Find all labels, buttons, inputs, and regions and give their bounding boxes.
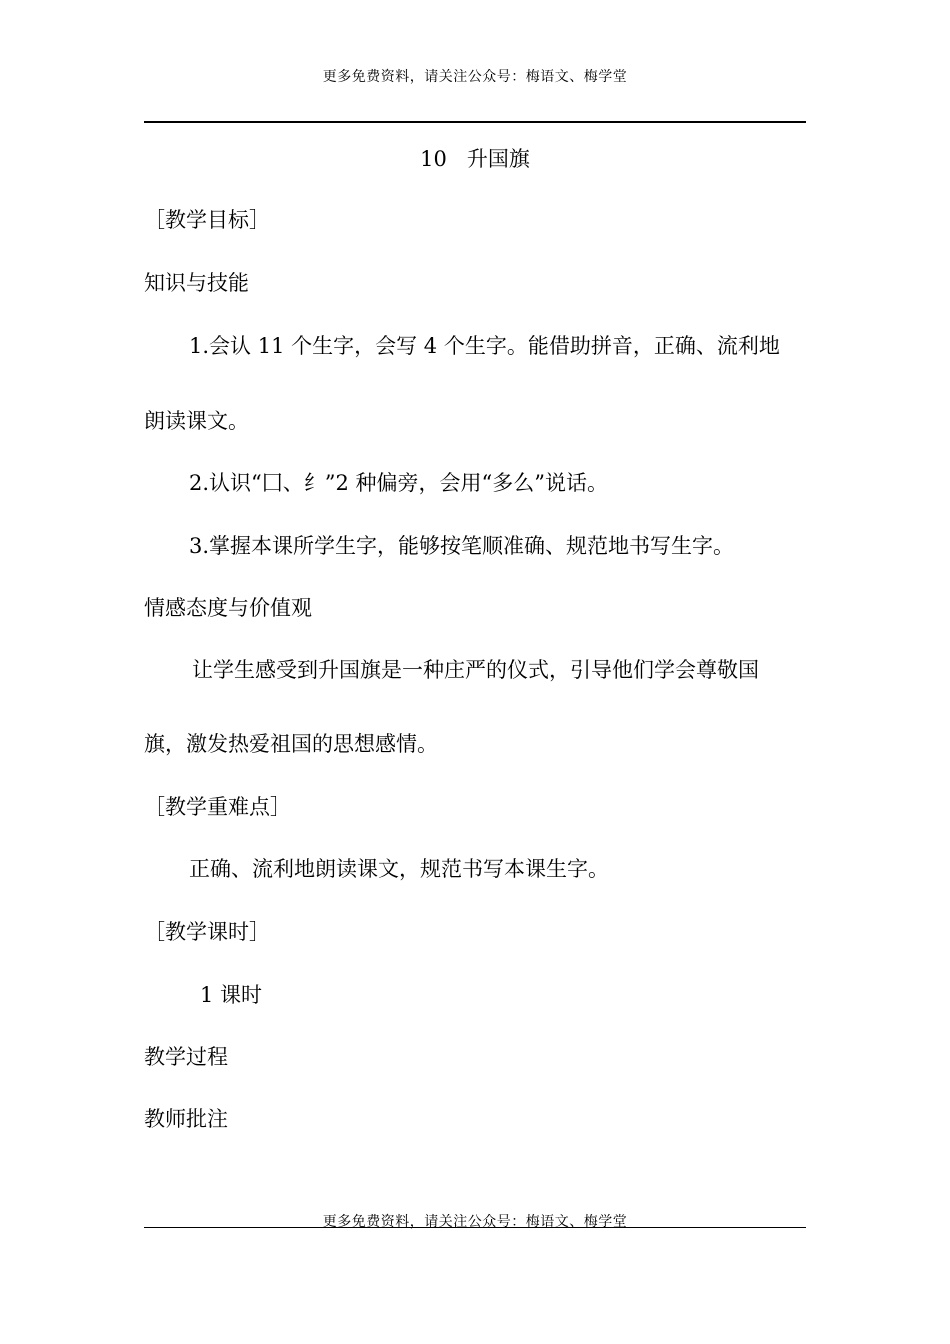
emotion-text-line-1: 让学生感受到升国旗是一种庄严的仪式，引导他们学会尊敬国 [192, 658, 759, 682]
emotion-text-line-2: 旗，激发热爱祖国的思想感情。 [144, 732, 438, 756]
class-periods-text: 1 课时 [200, 983, 263, 1007]
page-header: 更多免费资料，请关注公众号：梅语文、梅学堂 [322, 69, 628, 85]
teacher-notes-heading: 教师批注 [144, 1107, 228, 1131]
objective-item-1-line-2: 朗读课文。 [144, 409, 249, 433]
knowledge-skills-heading: 知识与技能 [144, 271, 249, 295]
lesson-title [0, 146, 950, 172]
emotion-values-heading: 情感态度与价值观 [144, 596, 312, 620]
header-divider [144, 121, 806, 123]
objective-item-3: 3.掌握本课所学生字，能够按笔顺准确、规范地书写生字。 [189, 534, 735, 558]
page-footer: 更多免费资料，请关注公众号：梅语文、梅学堂 [322, 1214, 628, 1230]
class-periods-heading: ［教学课时］ [144, 920, 270, 944]
objective-item-1-line-1: 1.会认 11 个生字，会写 4 个生字。能借助拼音，正确、流利地 [189, 334, 780, 358]
footer-divider [144, 1227, 806, 1228]
key-points-heading: ［教学重难点］ [144, 795, 291, 819]
lesson-number: 10 [420, 147, 447, 171]
key-points-text: 正确、流利地朗读课文，规范书写本课生字。 [189, 857, 609, 881]
objective-item-2: 2.认识“囗、纟”2 种偏旁，会用“多么”说话。 [189, 471, 609, 495]
objectives-heading: ［教学目标］ [144, 208, 270, 232]
teaching-process-heading: 教学过程 [144, 1045, 228, 1069]
lesson-title-text: 升国旗 [466, 147, 530, 171]
